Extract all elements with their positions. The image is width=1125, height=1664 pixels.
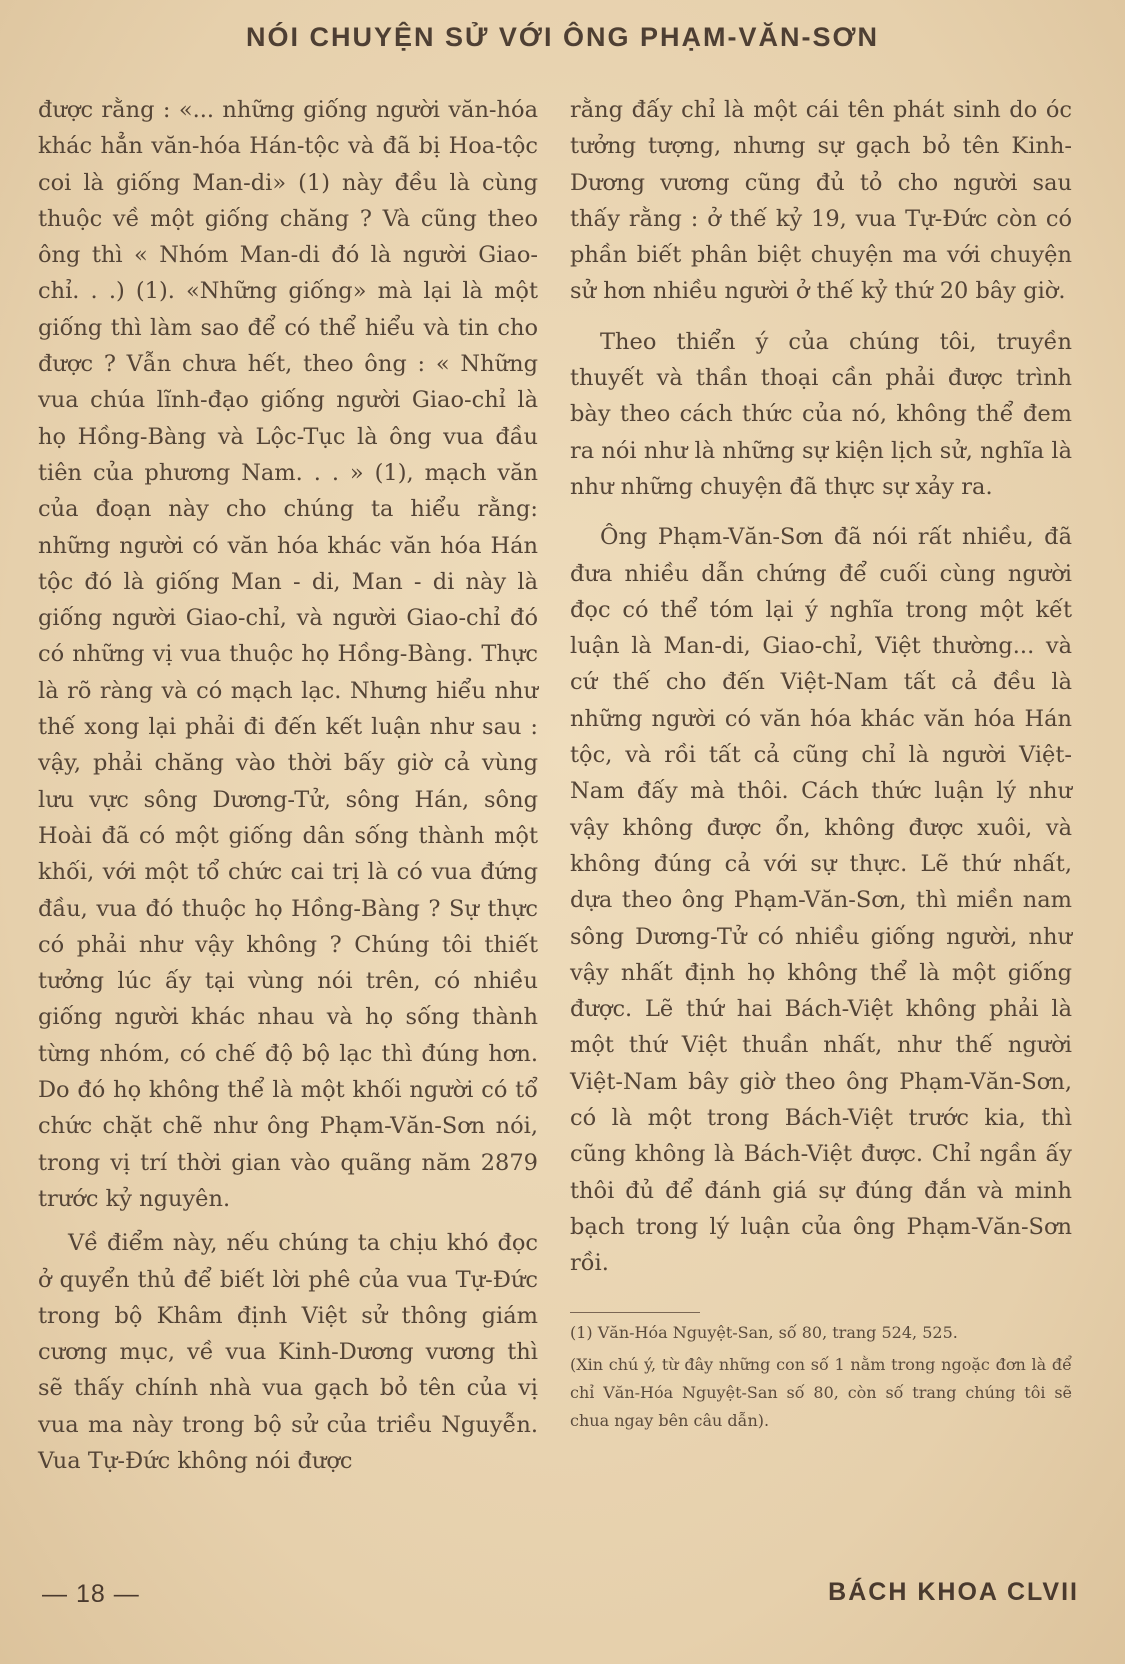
body-paragraph: được rằng : «... những giống người văn-hóa khác hẳn văn-hóa Hán-tộc và đã bị Hoa-tộc coi là giống Man-di» (1) này đều là cùng thuộc về một giống chăng ? Và cũng theo ông thì « Nhóm Man-di đó là người Giao-chỉ. . .) (1). «Những giống» mà lại là một giống thì làm sao để có thể hiểu và tin cho được ? Vẫn chưa hết, theo ông : « Những vua chúa lĩnh-đạo giống người Giao-chỉ là họ Hồng-Bàng và Lộc-Tục là ông vua đầu tiên của phương Nam. . . » (1), mạch văn của đoạn này cho chúng ta hiểu rằng: những người có văn hóa khác văn hóa Hán tộc đó là giống Man - di, Man - di này là giống người Giao-chỉ, và người Giao-chỉ đó có những vị vua thuộc họ Hồng-Bàng. Thực là rõ ràng và có mạch lạc. Nhưng hiểu như thế xong lại phải đi đến kết luận như sau : vậy, phải chăng vào thời bấy giờ cả vùng lưu vực sông Dương-Tử, sông Hán, sông Hoài đã có một giống dân sống thành một khối, với một tổ chức cai trị là có vua đứng đầu, vua đó thuộc họ Hồng-Bàng ? Sự thực có phải như vậy không ? Chúng tôi thiết tưởng lúc ấy tại vùng nói trên, có nhiều giống người khác nhau và họ sống thành từng nhóm, có chế độ bộ lạc thì đúng hơn. Do đó họ không thể là một khối người có tổ chức chặt chẽ như ông Phạm-Văn-Sơn nói, trong vị trí thời gian vào quãng năm 2879 trước kỷ nguyên. <box>38 97 538 1212</box>
body-paragraph: Theo thiển ý của chúng tôi, truyền thuyết và thần thoại cần phải được trình bày theo cách thức của nó, không thể đem ra nói như là những sự kiện lịch sử, nghĩa là như những chuyện đã thực sự xảy ra. <box>570 328 1072 500</box>
body-paragraph: Ông Phạm-Văn-Sơn đã nói rất nhiều, đã đưa nhiều dẫn chứng để cuối cùng người đọc có thể tóm lại ý nghĩa trong một kết luận là Man-di, Giao-chỉ, Việt thường... và cứ thế cho đến Việt-Nam tất cả đều là những người có văn hóa khác văn hóa Hán tộc, và rồi tất cả cũng chỉ là người Việt-Nam đấy mà thôi. Cách thức luận lý như vậy không được ổn, không được xuôi, và không đúng cả với sự thực. Lẽ thứ nhất, dựa theo ông Phạm-Văn-Sơn, thì miền nam sông Dương-Tử có nhiều giống người, như vậy nhất định họ không thể là một giống được. Lẽ thứ hai Bách-Việt không phải là một thứ Việt thuần nhất, như thế người Việt-Nam bây giờ theo ông Phạm-Văn-Sơn, có là một trong Bách-Việt trước kia, thì cũng không là Bách-Việt được. Chỉ ngần ấy thôi đủ để đánh giá sự đúng đắn và minh bạch trong lý luận của ông Phạm-Văn-Sơn rồi. <box>570 524 1072 1277</box>
running-header-title: NÓI CHUYỆN SỬ VỚI ÔNG PHẠM-VĂN-SƠN <box>246 22 879 52</box>
footnote-divider <box>570 1312 700 1313</box>
magazine-issue: BÁCH KHOA CLVII <box>828 1578 1079 1606</box>
body-paragraph: Về điểm này, nếu chúng ta chịu khó đọc ở quyển thủ để biết lời phê của vua Tự-Đức trong bộ Khâm định Việt sử thông giám cương mục, về vua Kinh-Dương vương thì sẽ thấy chính nhà vua gạch bỏ tên của vị vua ma này trong bộ sử của triều Nguyễn. Vua Tự-Đức không nói được <box>38 1230 538 1474</box>
footnote: (Xin chú ý, từ đây những con số 1 nằm trong ngoặc đơn là để chỉ Văn-Hóa Nguyệt-San số 80, còn số trang chúng tôi sẽ chua ngay bên câu dẫn). <box>570 1354 1072 1430</box>
page-number: — 18 — <box>42 1580 140 1608</box>
body-paragraph: rằng đấy chỉ là một cái tên phát sinh do óc tưởng tượng, nhưng sự gạch bỏ tên Kinh-Dương vương cũng đủ tỏ cho người sau thấy rằng : ở thế kỷ 19, vua Tự-Đức còn có phần biết phân biệt chuyện ma với chuyện sử hơn nhiều người ở thế kỷ thứ 20 bây giờ. <box>570 97 1072 305</box>
right-column <box>570 92 1072 1435</box>
left-column <box>38 92 538 1479</box>
footnote: (1) Văn-Hóa Nguyệt-San, số 80, trang 524, 525. <box>570 1322 958 1342</box>
